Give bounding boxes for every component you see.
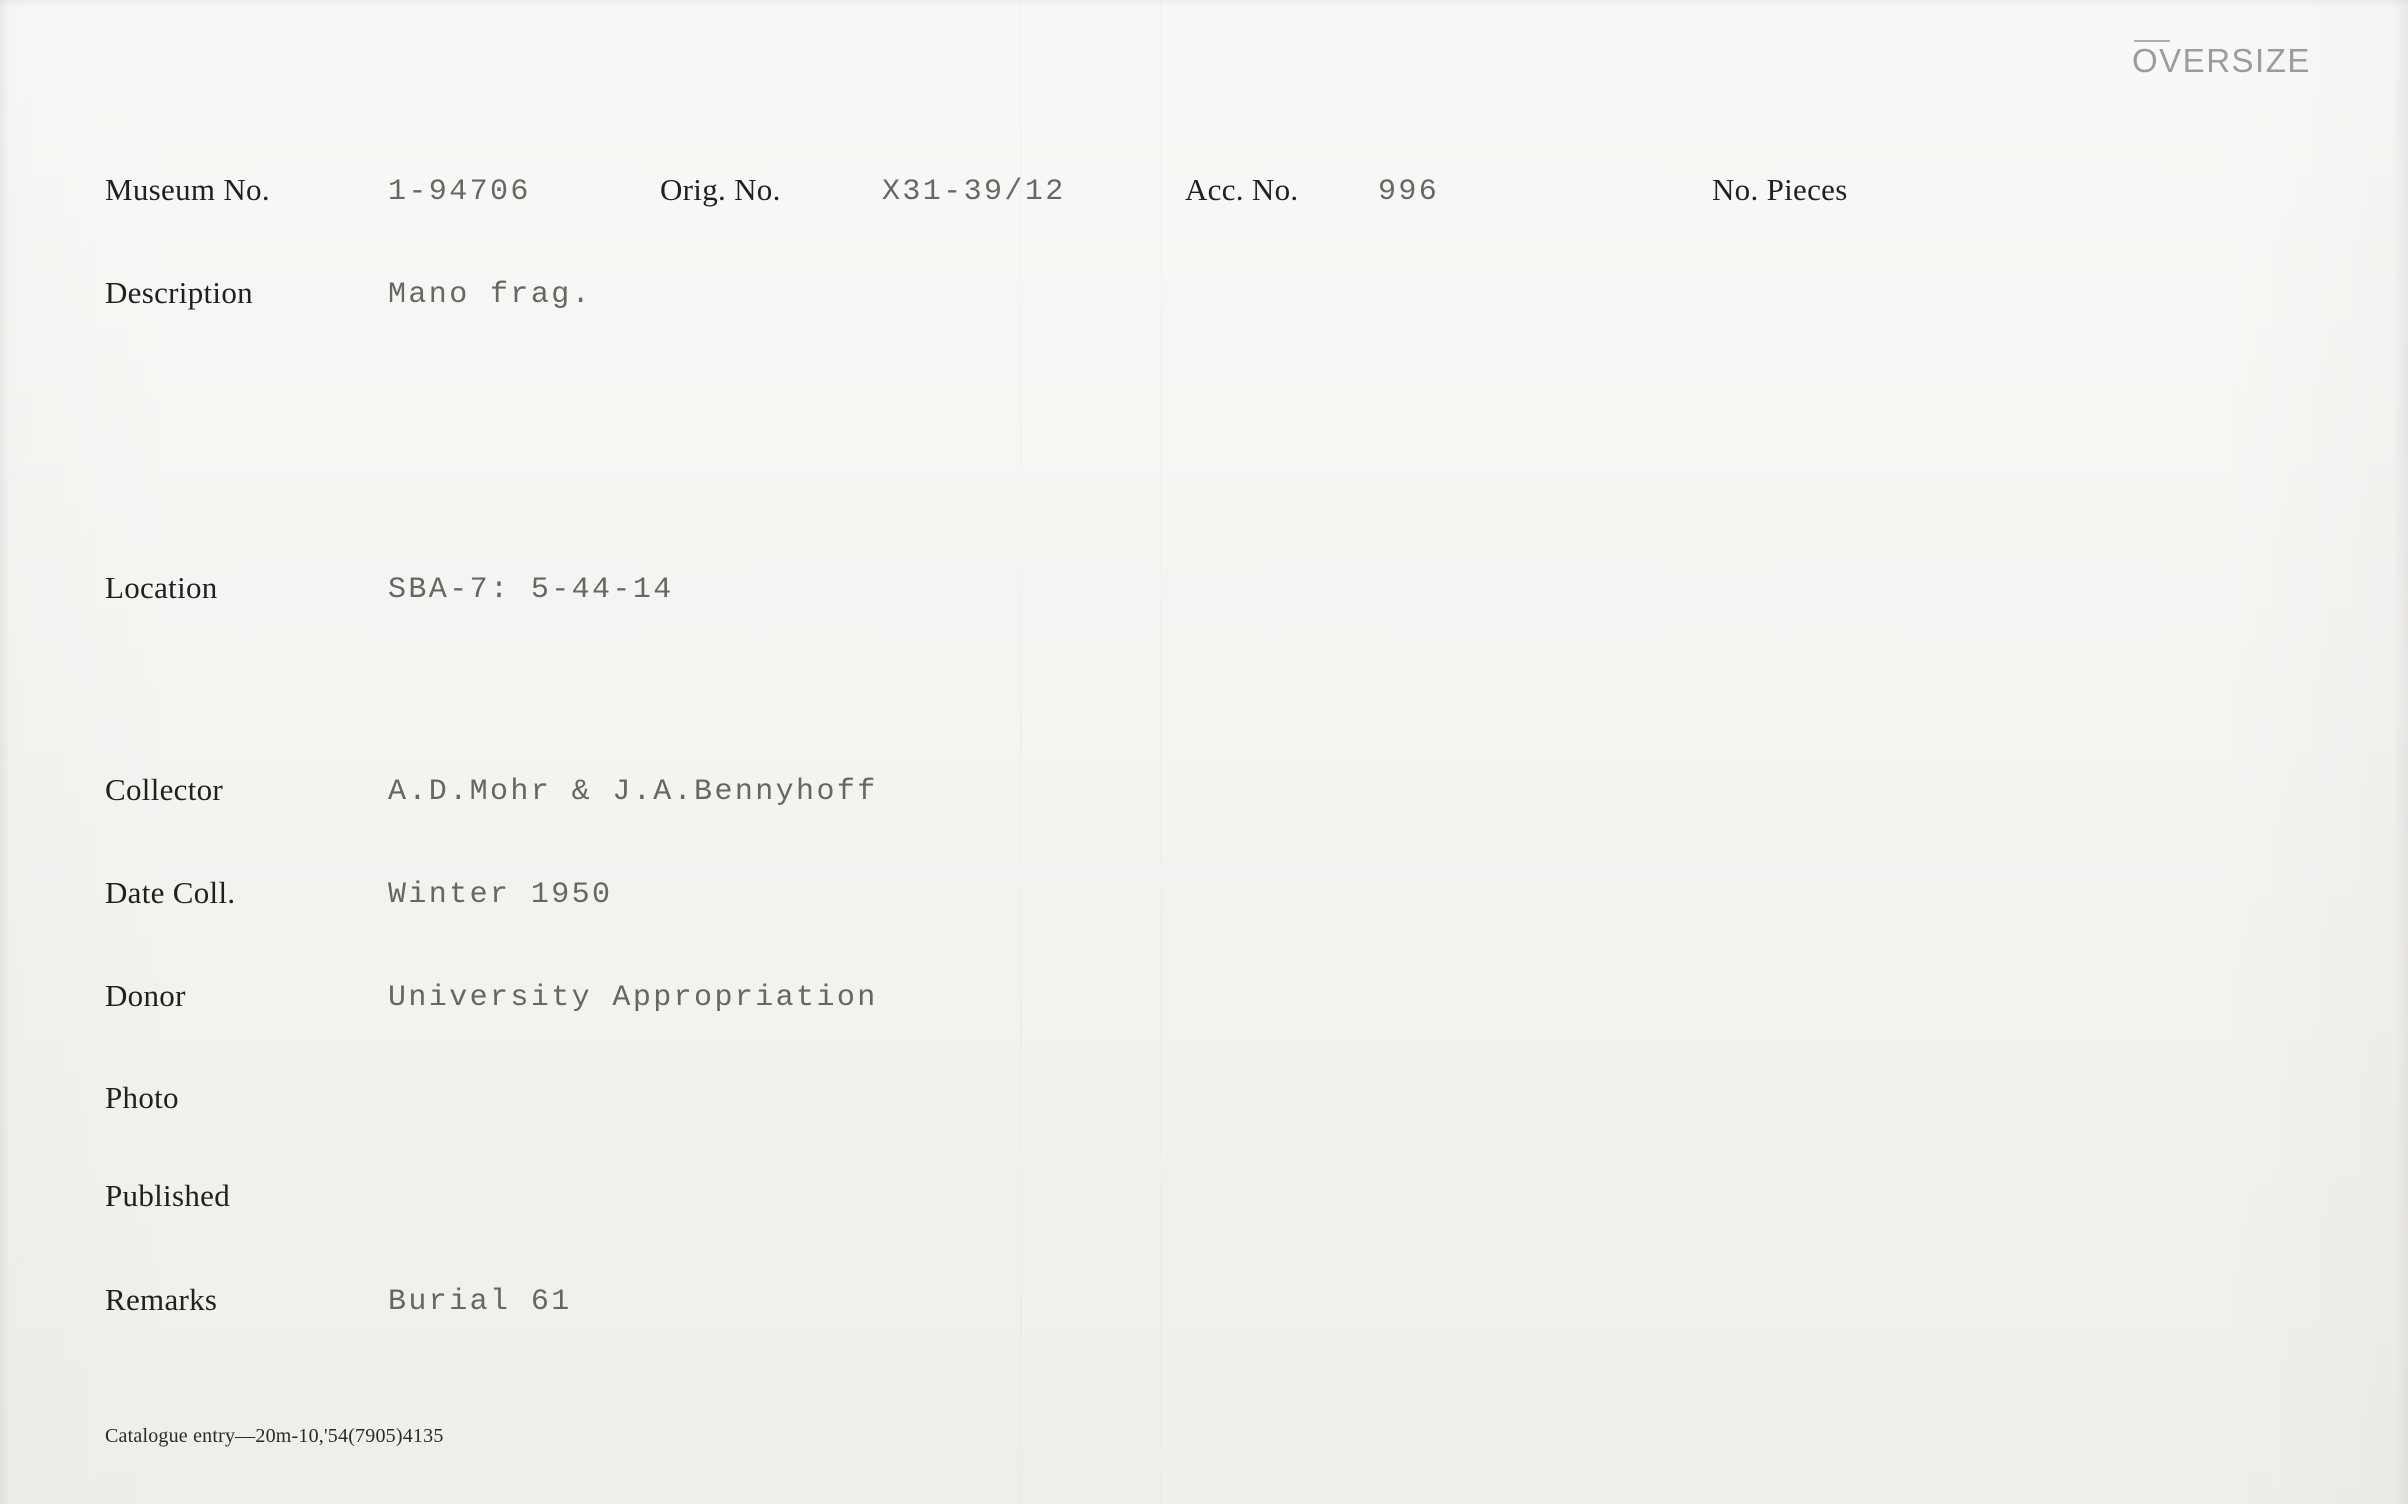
orig-no-value: X31-39/12: [882, 175, 1066, 209]
paper-edge-right: [2394, 0, 2408, 1504]
description-label: Description: [105, 275, 253, 310]
scan-band: [1160, 0, 1162, 1504]
oversize-stamp: [2132, 42, 2311, 80]
collector-value: A.D.Mohr & J.A.Bennyhoff: [388, 775, 878, 809]
donor-label: Donor: [105, 978, 186, 1013]
museum-no-label: Museum No.: [105, 172, 270, 207]
location-label: Location: [105, 570, 218, 605]
stamp-overline: [2134, 40, 2170, 42]
orig-no-label: Orig. No.: [660, 172, 781, 207]
published-label: Published: [105, 1178, 230, 1213]
catalogue-footer: Catalogue entry—20m-10,'54(7905)4135: [105, 1425, 444, 1447]
museum-no-value: 1-94706: [388, 175, 531, 209]
scan-band: [1020, 0, 1022, 1504]
acc-no-label: Acc. No.: [1185, 172, 1299, 207]
remarks-label: Remarks: [105, 1282, 218, 1317]
acc-no-value: 996: [1378, 175, 1440, 209]
photo-label: Photo: [105, 1080, 179, 1115]
date-coll-label: Date Coll.: [105, 875, 236, 910]
remarks-value: Burial 61: [388, 1285, 572, 1319]
oversize-stamp-text: OVERSIZE: [2132, 42, 2311, 79]
location-value: SBA-7: 5-44-14: [388, 573, 674, 607]
collector-label: Collector: [105, 772, 224, 807]
date-coll-value: Winter 1950: [388, 878, 613, 912]
no-pieces-label: No. Pieces: [1712, 172, 1848, 207]
description-value: Mano frag.: [388, 278, 593, 312]
paper-edge-top: [0, 0, 2408, 8]
donor-value: University Appropriation: [388, 981, 878, 1015]
paper-edge-left: [0, 0, 10, 1504]
